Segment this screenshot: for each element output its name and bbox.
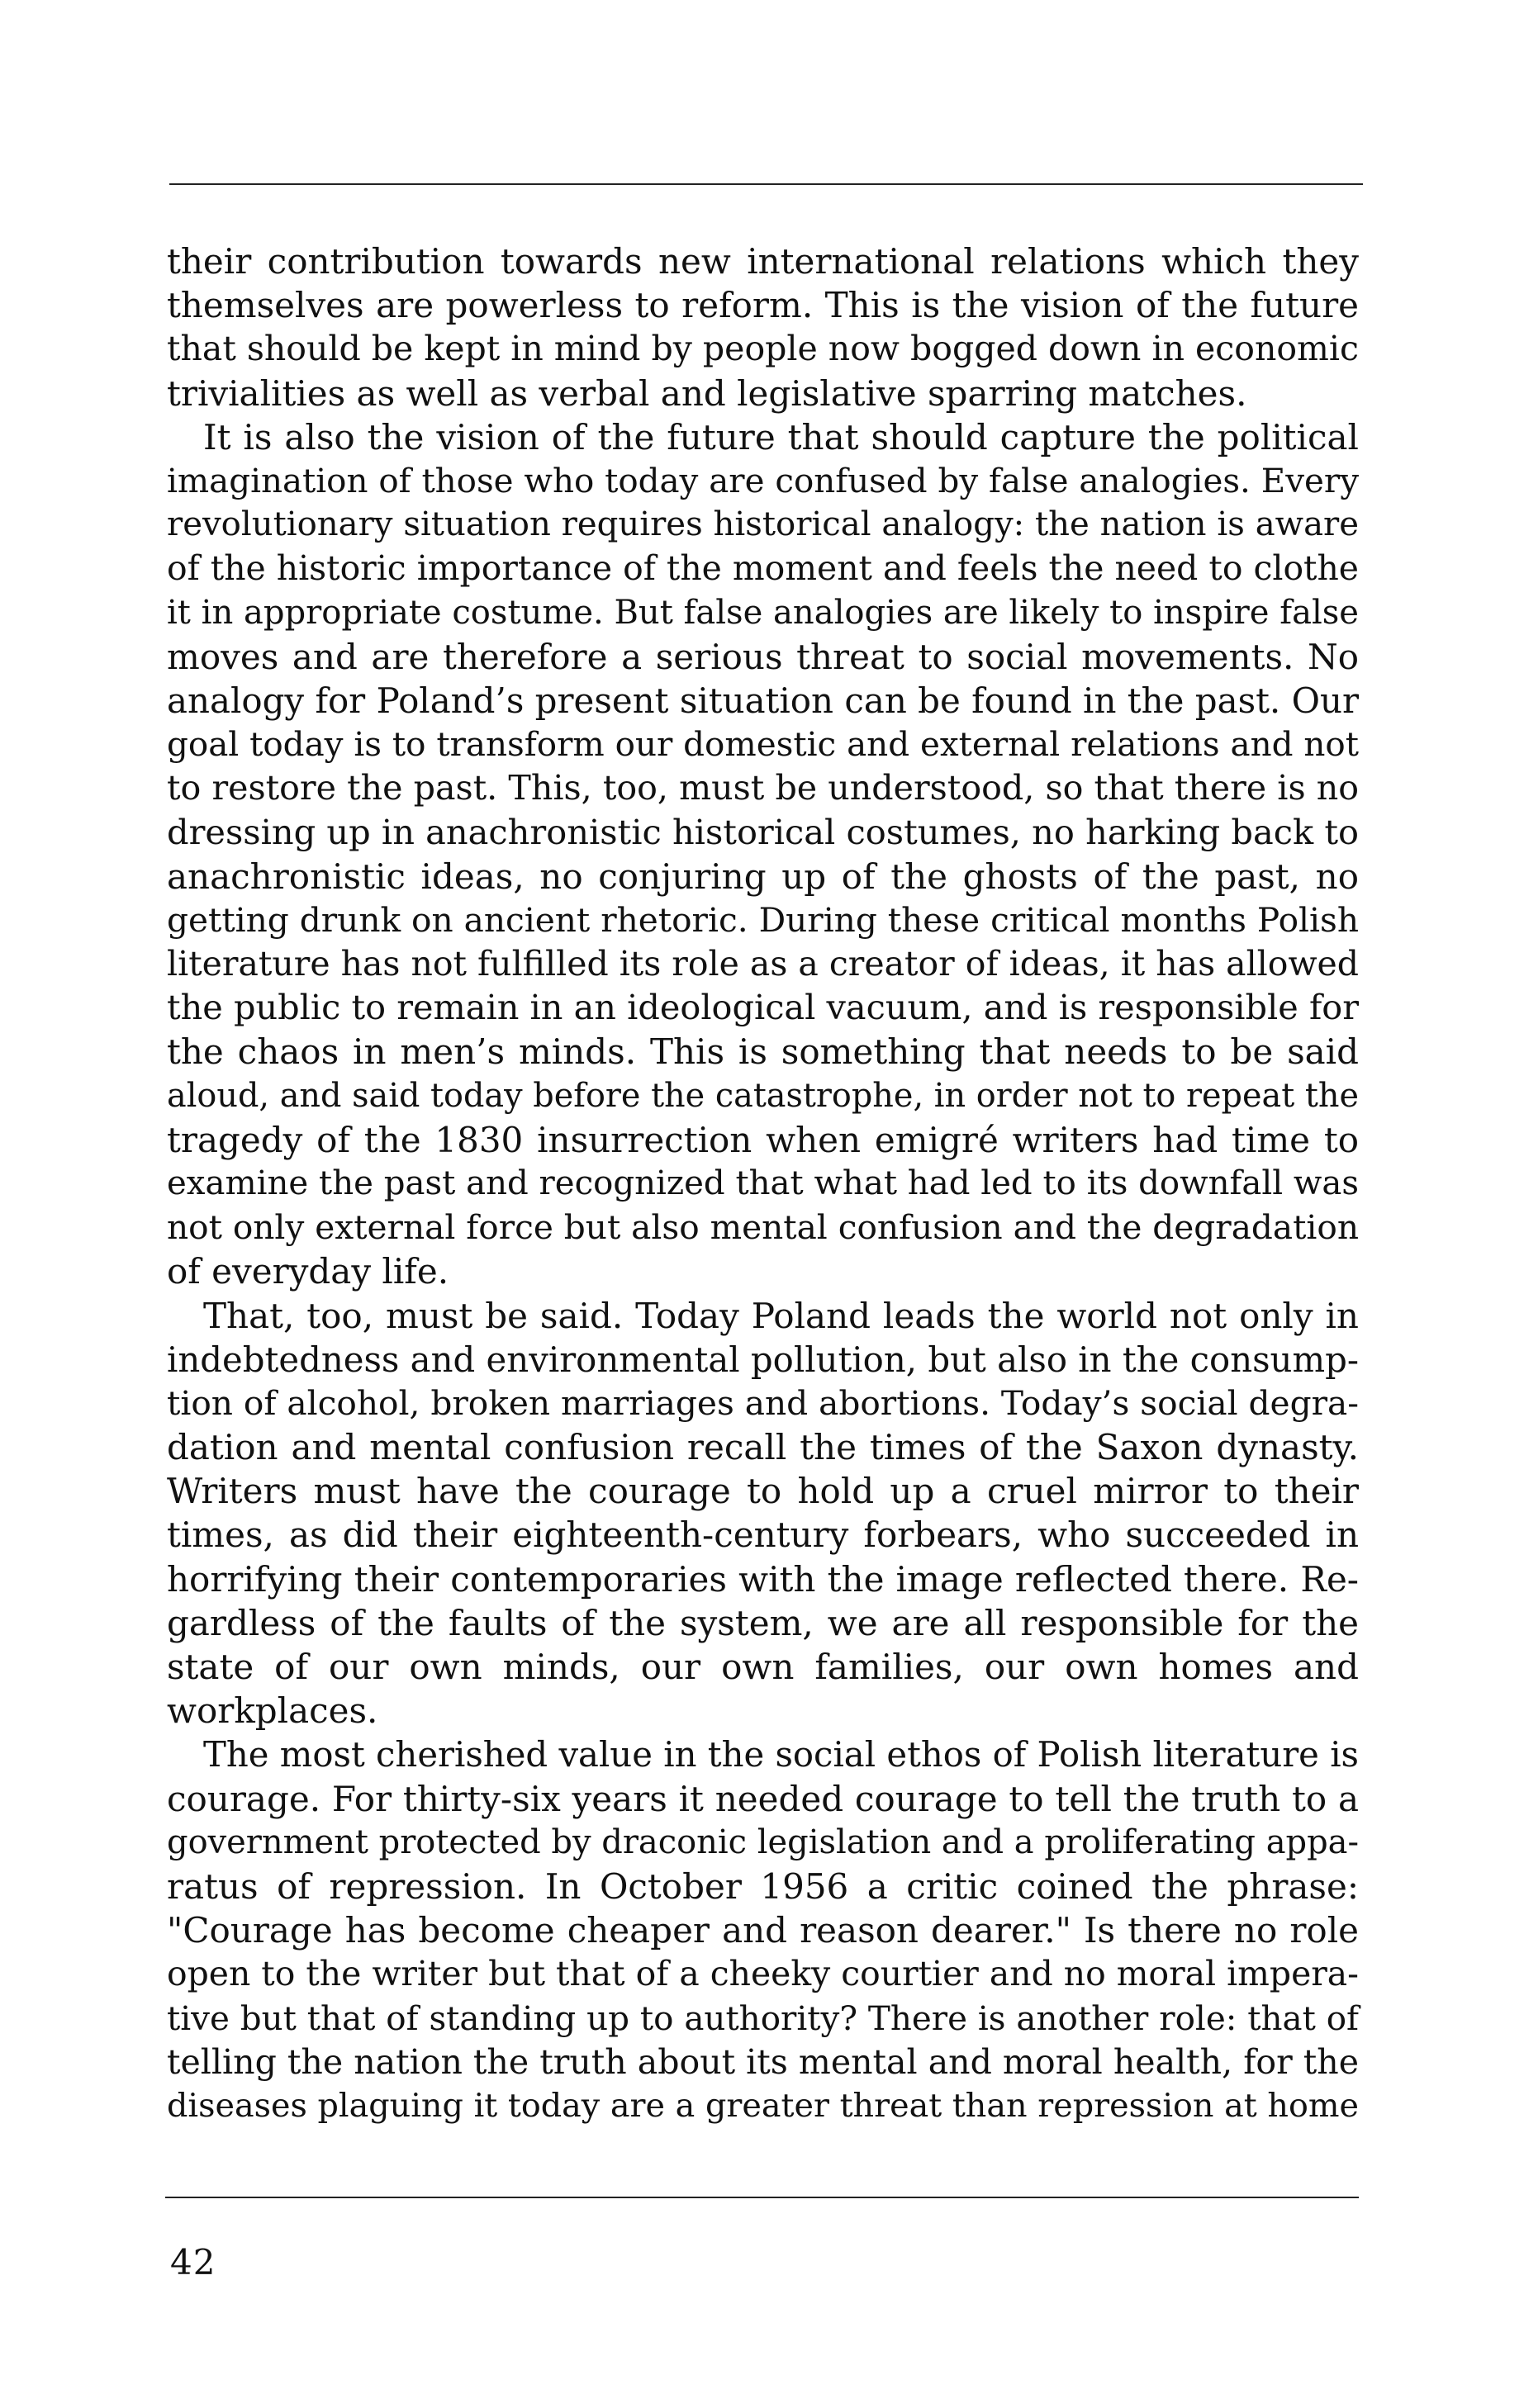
bottom-rule (165, 2197, 1359, 2198)
text-line: tion of alcohol, broken marriages and abortions. Today’s social degra- (167, 1382, 1359, 1423)
text-line: revolutionary situation requires historical analogy: the nation is aware (167, 505, 1359, 544)
paragraph-first-line: That, too, must be said. Today Poland leads the world not only in (203, 1295, 1359, 1336)
text-line: times, as did their eighteenth-century forbears, who succeeded in (167, 1514, 1359, 1556)
text-line: imagination of those who today are confused by false analogies. Every (167, 461, 1359, 500)
text-line: it in appropriate costume. But false analogies are likely to inspire false (167, 593, 1359, 632)
text-line: their contribution towards new international relations which they (167, 241, 1359, 282)
text-line: government protected by draconic legislation and a proliferating appa- (167, 1823, 1359, 1861)
text-line: themselves are powerless to reform. This is the vision of the future (167, 285, 1359, 326)
text-line: state of our own minds, our own families, our own homes and (167, 1647, 1359, 1687)
text-line: of the historic importance of the moment and feels the need to clothe (167, 548, 1359, 589)
text-line: examine the past and recognized that what had led to its downfall was (167, 1164, 1359, 1202)
text-line: courage. For thirty-six years it needed courage to tell the truth to a (167, 1778, 1359, 1819)
text-line: to restore the past. This, too, must be understood, so that there is no (167, 768, 1359, 808)
text-line: dation and mental confusion recall the times of the Saxon dynasty. (167, 1427, 1359, 1468)
text-line: of everyday life. (167, 1251, 449, 1292)
page-number: 42 (170, 2242, 216, 2282)
text-line: "Courage has become cheaper and reason dearer." Is there no role (167, 1910, 1359, 1951)
text-line: aloud, and said today before the catastrophe, in order not to repeat the (167, 1076, 1359, 1115)
text-line: that should be kept in mind by people now bogged down in economic (167, 329, 1359, 369)
top-rule (169, 183, 1363, 185)
text-line: the chaos in men’s minds. This is something that needs to be said (167, 1031, 1359, 1073)
text-line: goal today is to transform our domestic and external relations and not (167, 724, 1359, 765)
text-line: ratus of repression. In October 1956 a critic coined the phrase: (167, 1865, 1359, 1907)
text-line: not only external force but also mental confusion and the degradation (167, 1207, 1360, 1248)
text-line: open to the writer but that of a cheeky courtier and no moral impera- (167, 1954, 1359, 1994)
text-line: analogy for Poland’s present situation can be found in the past. Our (167, 680, 1359, 721)
text-line: workplaces. (167, 1690, 378, 1732)
text-line: anachronistic ideas, no conjuring up of the ghosts of the past, no (167, 856, 1359, 897)
text-line: tive but that of standing up to authority? There is another role: that of (167, 1998, 1359, 2038)
text-line: the public to remain in an ideological vacuum, and is responsible for (167, 988, 1359, 1028)
text-line: dressing up in anachronistic historical costumes, no harking back to (167, 812, 1359, 853)
text-line: indebtedness and environmental pollution, but also in the consump- (167, 1339, 1359, 1380)
text-line: telling the nation the truth about its mental and moral health, for the (167, 2041, 1359, 2082)
text-line: horrifying their contemporaries with the image reflected there. Re- (167, 1558, 1359, 1600)
body-text (167, 239, 1359, 2128)
text-line: diseases plaguing it today are a greater threat than repression at home (167, 2086, 1359, 2125)
text-line: getting drunk on ancient rhetoric. During these critical months Polish (167, 899, 1359, 940)
text-line: trivialities as well as verbal and legislative sparring matches. (167, 372, 1247, 414)
paragraph-first-line: It is also the vision of the future that should capture the political (203, 416, 1359, 457)
text-line: literature has not fulfilled its role as a creator of ideas, it has allowed (167, 944, 1359, 984)
text-line: Writers must have the courage to hold up a cruel mirror to their (167, 1471, 1359, 1512)
text-line: tragedy of the 1830 insurrection when emigré writers had time to (167, 1119, 1359, 1160)
text-line: moves and are therefore a serious threat to social movements. No (167, 636, 1359, 677)
paragraph-first-line: The most cherished value in the social ethos of Polish literature is (203, 1734, 1359, 1775)
text-line: gardless of the faults of the system, we are all responsible for the (167, 1602, 1359, 1643)
